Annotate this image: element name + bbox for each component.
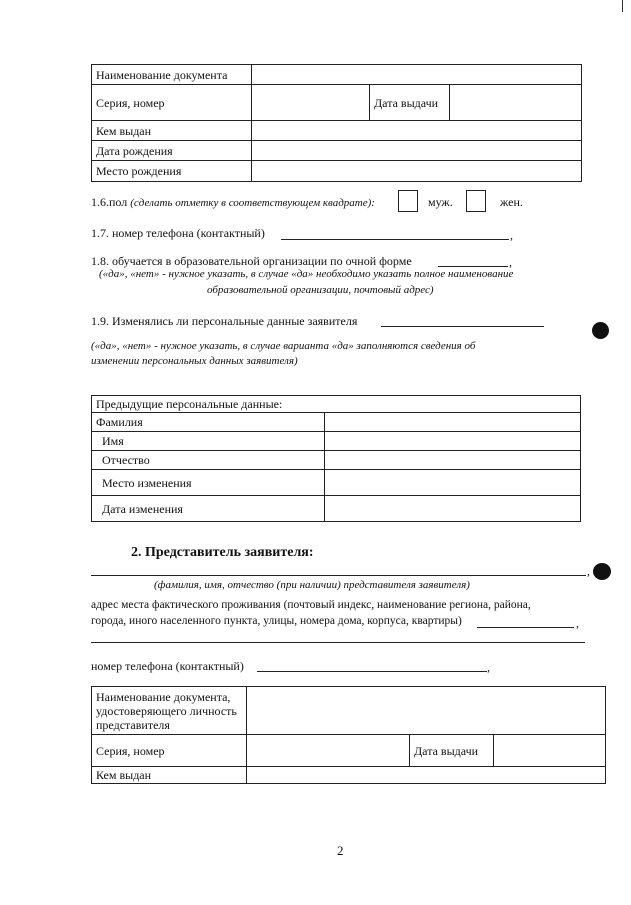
rep-name-field[interactable] [91, 575, 586, 576]
document-table [91, 64, 582, 182]
prev-row-label: Место изменения [92, 470, 325, 496]
phone-label: 1.7. номер телефона (контактный) [91, 226, 265, 240]
doc-name-label: Наименование документа [92, 65, 252, 85]
birthdate-field[interactable] [252, 141, 582, 161]
address-label-1: адрес места фактического проживания (почтовый индекс, наименование региона, района, [91, 599, 531, 611]
gender-row [91, 195, 375, 210]
address-field-1[interactable] [477, 627, 574, 628]
doc-date-field[interactable] [450, 85, 582, 121]
rep-issued-label: Кем выдан [92, 767, 247, 784]
previous-data-table [91, 395, 581, 522]
rep-phone-trail: , [487, 660, 490, 674]
rep-phone-field[interactable] [257, 671, 487, 672]
prev-row-field[interactable] [325, 413, 581, 432]
doc-issued-field[interactable] [252, 121, 582, 141]
rep-phone-label: номер телефона (контактный) [91, 659, 244, 673]
phone-trail: , [510, 228, 513, 242]
prev-row-field[interactable] [325, 432, 581, 451]
doc-name-field[interactable] [252, 65, 582, 85]
female-label: жен. [500, 195, 523, 209]
address-trail: , [576, 616, 579, 630]
rep-series-label: Серия, номер [92, 735, 247, 767]
changes-field[interactable] [381, 326, 544, 327]
female-checkbox[interactable] [466, 190, 486, 212]
address-field-2[interactable] [91, 642, 585, 643]
punch-hole-icon [592, 322, 609, 339]
page-number: 2 [337, 843, 344, 858]
education-hint-1: («да», «нет» - нужное указать, в случае «да» необходимо указать полное наименование [99, 268, 514, 280]
birthplace-field[interactable] [252, 161, 582, 182]
education-label: 1.8. обучается в образовательной организации по очной форме [91, 254, 412, 268]
birthplace-label: Место рождения [92, 161, 252, 182]
rep-name-trail: , [587, 564, 590, 578]
punch-hole-icon [593, 563, 611, 580]
rep-issued-field[interactable] [247, 767, 606, 784]
doc-issued-label: Кем выдан [92, 121, 252, 141]
representative-document-table [91, 686, 606, 784]
address-label-2: города, иного населенного пункта, улицы, номера дома, корпуса, квартиры) [91, 615, 462, 627]
gender-label: 1.6.пол [91, 195, 128, 209]
education-field[interactable] [438, 266, 508, 267]
prev-row-label: Дата изменения [92, 496, 325, 522]
rep-doc-name-field[interactable] [247, 687, 606, 735]
rep-date-field[interactable] [494, 735, 606, 767]
gender-hint: (сделать отметку в соответствующем квадрате): [130, 197, 375, 209]
education-trail: , [509, 255, 512, 269]
prev-row-field[interactable] [325, 496, 581, 522]
prev-row-label: Отчество [92, 451, 325, 470]
prev-row-field[interactable] [325, 451, 581, 470]
changes-label: 1.9. Изменялись ли персональные данные заявителя [91, 314, 358, 328]
changes-hint-2: изменении персональных данных заявителя) [91, 355, 298, 367]
phone-field[interactable] [281, 239, 509, 240]
prev-row-field[interactable] [325, 470, 581, 496]
rep-date-label: Дата выдачи [410, 735, 494, 767]
rep-name-hint: (фамилия, имя, отчество (при наличии) представителя заявителя) [154, 579, 470, 591]
doc-series-field[interactable] [252, 85, 370, 121]
doc-date-label: Дата выдачи [370, 85, 450, 121]
prev-row-label: Имя [92, 432, 325, 451]
rep-doc-name-label: Наименование документа, удостоверяющего личность представителя [92, 687, 247, 735]
doc-series-label: Серия, номер [92, 85, 252, 121]
birthdate-label: Дата рождения [92, 141, 252, 161]
education-hint-2: образовательной организации, почтовый адрес) [207, 284, 434, 296]
changes-hint-1: («да», «нет» - нужное указать, в случае варианта «да» заполняются сведения об [91, 340, 476, 352]
prev-row-label: Фамилия [92, 413, 325, 432]
male-checkbox[interactable] [398, 190, 418, 212]
corner-tick [622, 0, 623, 12]
previous-data-header: Предыдущие персональные данные: [92, 396, 581, 413]
male-label: муж. [428, 195, 453, 209]
section2-title: 2. Представитель заявителя: [131, 545, 314, 560]
rep-series-field[interactable] [247, 735, 410, 767]
